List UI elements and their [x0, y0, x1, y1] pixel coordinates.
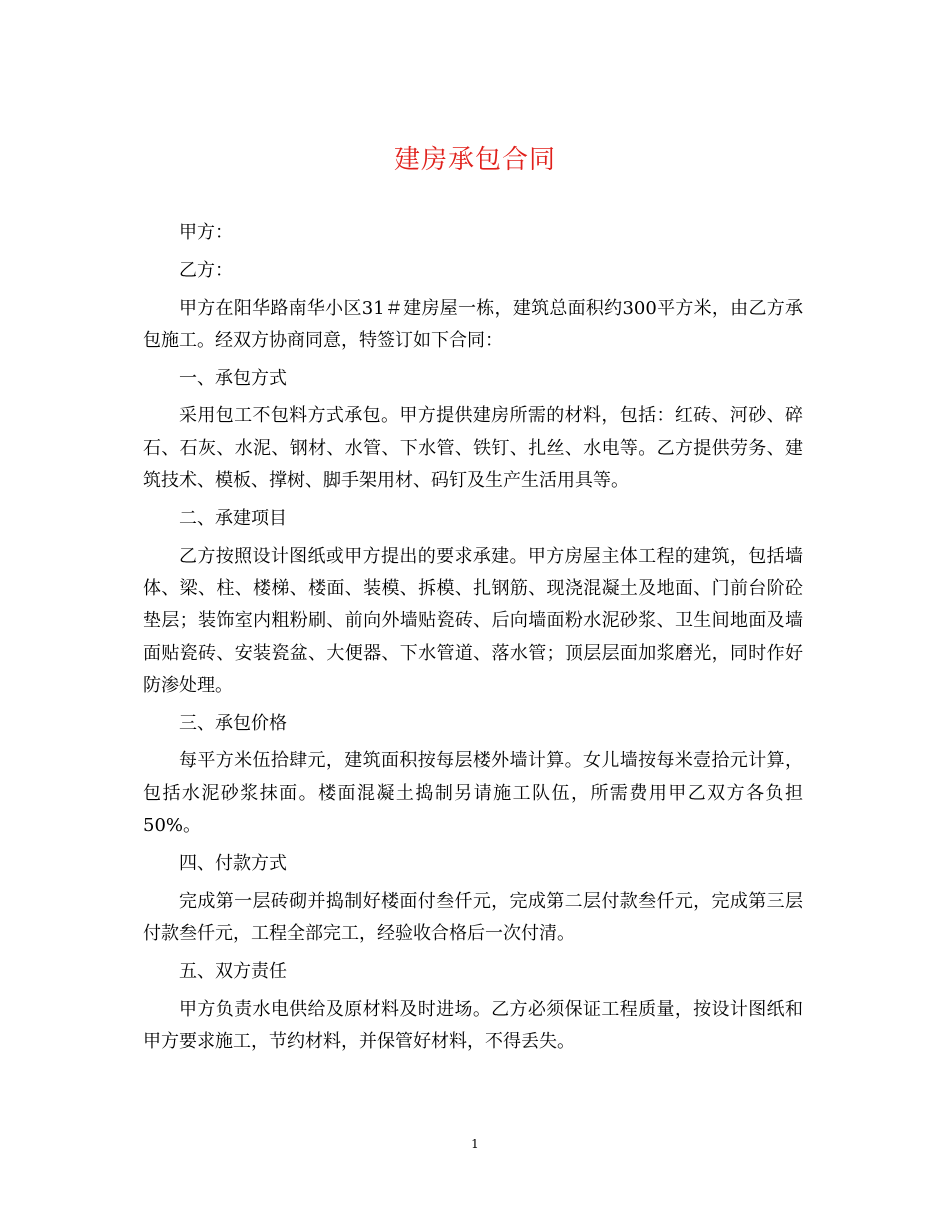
party-a-line: 甲方： [179, 222, 233, 243]
document-body [143, 217, 803, 1064]
section-heading-contract-method: 一、承包方式 [179, 367, 287, 389]
construction-items-paragraph: 乙方按照设计图纸或甲方提出的要求承建。甲方房屋主体工程的建筑，包括墙体、梁、柱、楼梯、楼面、装模、拆模、扎钢筋、现浇混凝土及地面、门前台阶砼垫层；装饰室内粗粉刷、前向外墙贴瓷砖、后向墙面粉水泥砂浆、卫生间地面及墙面贴瓷砖、安装瓷盆、大便器、下水管道、落水管；顶层层面加浆磨光，同时作好防渗处理。 [143, 545, 803, 696]
section-heading-payment: 四、付款方式 [179, 852, 287, 874]
page-number: 1 [471, 1137, 479, 1151]
payment-paragraph: 完成第一层砖砌并捣制好楼面付叁仟元，完成第二层付款叁仟元，完成第三层付款叁仟元，工程全部完工，经验收合格后一次付清。 [143, 890, 803, 944]
document-title: 建房承包合同 [393, 145, 556, 175]
responsibilities-paragraph: 甲方负责水电供给及原材料及时进场。乙方必须保证工程质量，按设计图纸和甲方要求施工，节约材料，并保管好材料，不得丢失。 [143, 998, 803, 1052]
section-heading-construction-items: 二、承建项目 [179, 507, 287, 529]
section-heading-contract-price: 三、承包价格 [179, 712, 287, 734]
contract-method-paragraph: 采用包工不包料方式承包。甲方提供建房所需的材料，包括：红砖、河砂、碎石、石灰、水泥、钢材、水管、下水管、铁钉、扎丝、水电等。乙方提供劳务、建筑技术、模板、撑树、脚手架用材、码钉及生产生活用具等。 [143, 405, 803, 492]
party-b-line: 乙方： [179, 259, 233, 281]
contract-price-paragraph: 每平方米伍拾肆元，建筑面积按每层楼外墙计算。女儿墙按每米壹拾元计算，包括水泥砂浆抹面。楼面混凝土捣制另请施工队伍，所需费用甲乙双方各负担50%。 [143, 750, 803, 837]
section-heading-responsibilities: 五、双方责任 [179, 960, 287, 982]
intro-paragraph: 甲方在阳华路南华小区31＃建房屋一栋，建筑总面积约300平方米，由乙方承包施工。经双方协商同意，特签订如下合同： [143, 297, 803, 351]
